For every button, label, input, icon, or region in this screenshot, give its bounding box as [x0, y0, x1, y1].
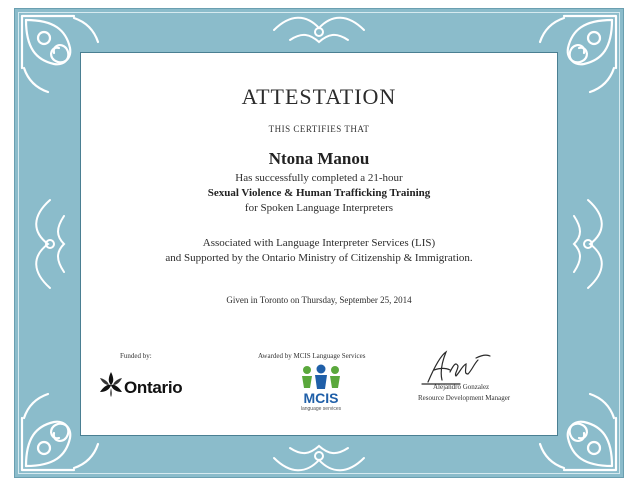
mcis-logo: [294, 364, 348, 412]
support-line: and Supported by the Ontario Ministry of Citizenship & Immigration.: [165, 252, 473, 264]
funded-by-label: Funded by:: [120, 352, 152, 360]
association-line: Associated with Language Interpreter Services (LIS): [202, 237, 436, 249]
audience-line: for Spoken Language Interpreters: [244, 202, 394, 214]
mcis-logo-subtext: language services: [300, 406, 342, 412]
signatory-name: Alejandro Gonzalez: [433, 383, 490, 391]
certificate-title: ATTESTATION: [241, 84, 397, 109]
awarded-by-label: Awarded by MCIS Language Services: [258, 352, 366, 360]
recipient-name: Ntona Manou: [268, 149, 370, 168]
mcis-people-icon: [302, 365, 340, 390]
ontario-logo-text: Ontario: [124, 378, 183, 397]
mcis-logo-text: MCIS: [303, 390, 339, 406]
completion-line: Has successfully completed a 21-hour: [235, 172, 403, 184]
border-flourish-top: [270, 10, 368, 50]
signature-image: [420, 348, 492, 388]
border-flourish-bottom: [270, 438, 368, 478]
trillium-icon: [98, 370, 124, 398]
issue-date-line: Given in Toronto on Thursday, September 25, 2014: [226, 295, 412, 305]
course-name: Sexual Violence & Human Trafficking Training: [207, 187, 431, 199]
certifies-line: THIS CERTIFIES THAT: [268, 124, 370, 134]
signatory-title: Resource Development Manager: [418, 394, 511, 402]
